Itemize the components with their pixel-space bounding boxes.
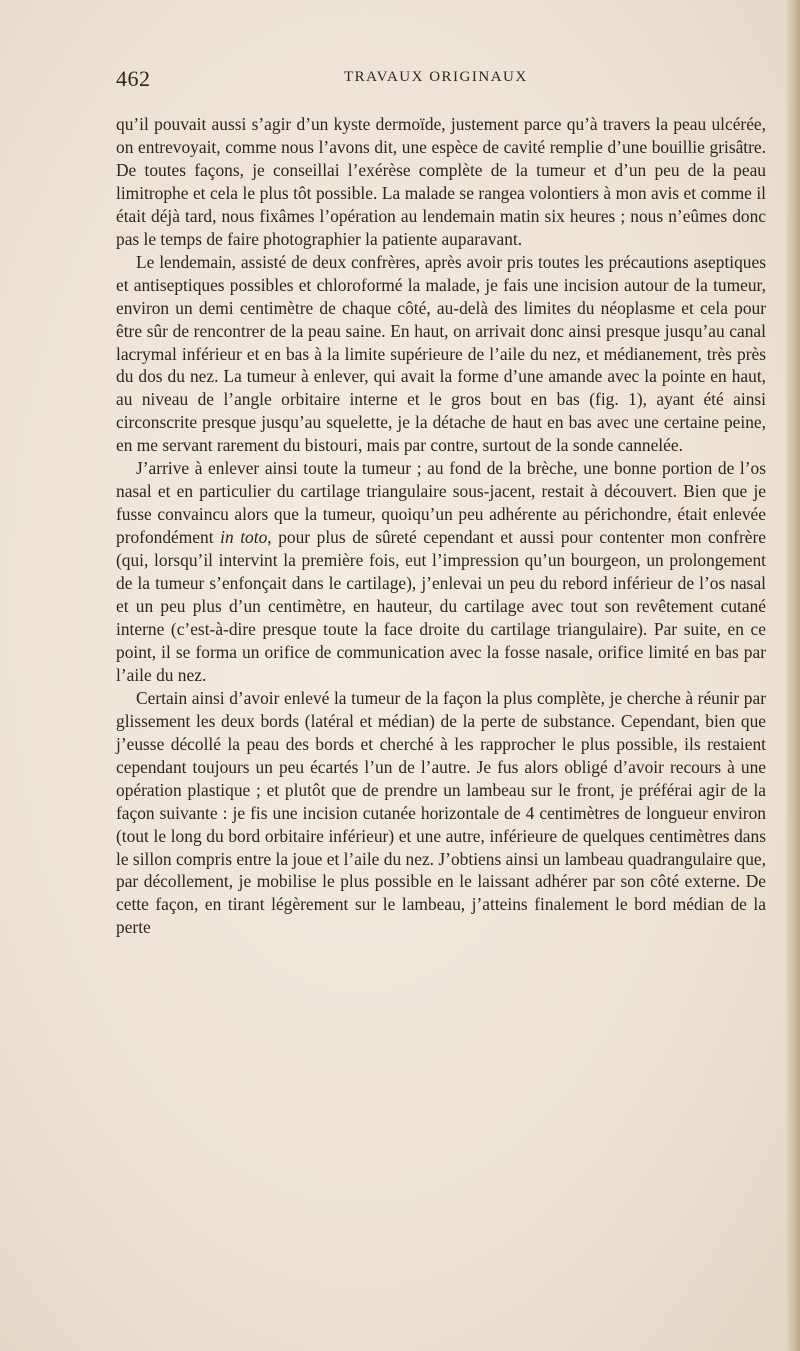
italic-in-toto: in toto <box>220 527 268 548</box>
page-header <box>116 66 766 90</box>
paragraph-4: Certain ainsi d’avoir enlevé la tumeur de la façon la plus complète, je cherche à réunir par glissement les deux bords (latéral et médian) de la perte de substance. Cependant, bien que j’eusse décollé la peau des bords et cherché à les rapprocher le plus possible, ils restaient cependant toujours un peu écartés l’un de l’autre. Je fus alors obligé d’avoir recours à une opération plastique ; et plutôt que de prendre un lambeau sur le front, je préférai agir de la façon suivante : je fis une incision cutanée horizontale de 4 centimètres de longueur environ (tout le long du bord orbitaire inférieur) et une autre, inférieure de quelques centimètres dans le sillon compris entre la joue et l’aile du nez. J’obtiens ainsi un lambeau quadrangulaire que, par décollement, je mobilise le plus possible en le laissant adhérer par son côté externe. De cette façon, en tirant légèrement sur le lambeau, j’atteins finalement le bord médian de la perte <box>116 687 766 938</box>
page-edge-shadow <box>786 0 800 1351</box>
paragraph-3-text-b: , pour plus de sûreté cependant et aussi pour contenter mon confrère (qui, lorsqu’il intervint la première fois, eut l’impression qu’un bourgeon, un prolongement de la tumeur s’enfonçait dans le cartilage), j’enlevai un peu du rebord inférieur de l’os nasal et un peu plus d’un centimètre, en hauteur, du cartilage avec tout son revêtement cutané interne (c’est-à-dire presque toute la face droite du cartilage triangulaire). Par suite, en ce point, il se forma un orifice de communication avec la fosse nasale, orifice limité en bas par l’aile du nez. <box>116 527 766 685</box>
paragraph-3-text-a: J’arrive à enlever ainsi toute la tumeur ; au fond de la brèche, une bonne portion de l’os nasal et en particulier du cartilage triangulaire sous-jacent, restait à découvert. Bien que je fusse convaincu alors que la tumeur, quoiqu’un peu adhérente au périchondre, était enlevée profondément <box>116 458 766 548</box>
paragraph-1: qu’il pouvait aussi s’agir d’un kyste dermoïde, justement parce qu’à travers la peau ulcérée, on entrevoyait, comme nous l’avons dit, une espèce de cavité remplie d’une bouillie grisâtre. De toutes façons, je conseillai l’exérèse complète de la tumeur et d’un peu de la peau limitrophe et cela le plus tôt possible. La malade se rangea volontiers à mon avis et comme il était déjà tard, nous fixâmes l’opération au lendemain matin six heures ; nous n’eûmes donc pas le temps de faire photographier la patiente auparavant. <box>116 114 766 249</box>
paragraph-2: Le lendemain, assisté de deux confrères, après avoir pris toutes les précautions aseptiques et antiseptiques possibles et chloroformé la malade, je fais une incision autour de la tumeur, environ un demi centimètre de chaque côté, au-delà des limites du néoplasme et cela pour être sûr de rencontrer de la peau saine. En haut, on arrivait donc ainsi presque jusqu’au canal lacrymal inférieur et en bas à la limite supérieure de l’aile du nez, et médianement, très près du dos du nez. La tumeur à enlever, qui avait la forme d’une amande avec la pointe en haut, au niveau de l’angle orbitaire interne et le gros bout en bas (fig. 1), ayant été ainsi circonscrite presque jusqu’au squelette, je la détache de haut en bas avec une certaine peine, en me servant rarement du bistouri, mais par contre, surtout de la sonde cannelée. <box>116 251 766 456</box>
page-number: 462 <box>116 66 151 91</box>
running-head: TRAVAUX ORIGINAUX <box>344 69 528 85</box>
body-text <box>116 113 766 939</box>
paragraph-3 <box>116 457 766 687</box>
